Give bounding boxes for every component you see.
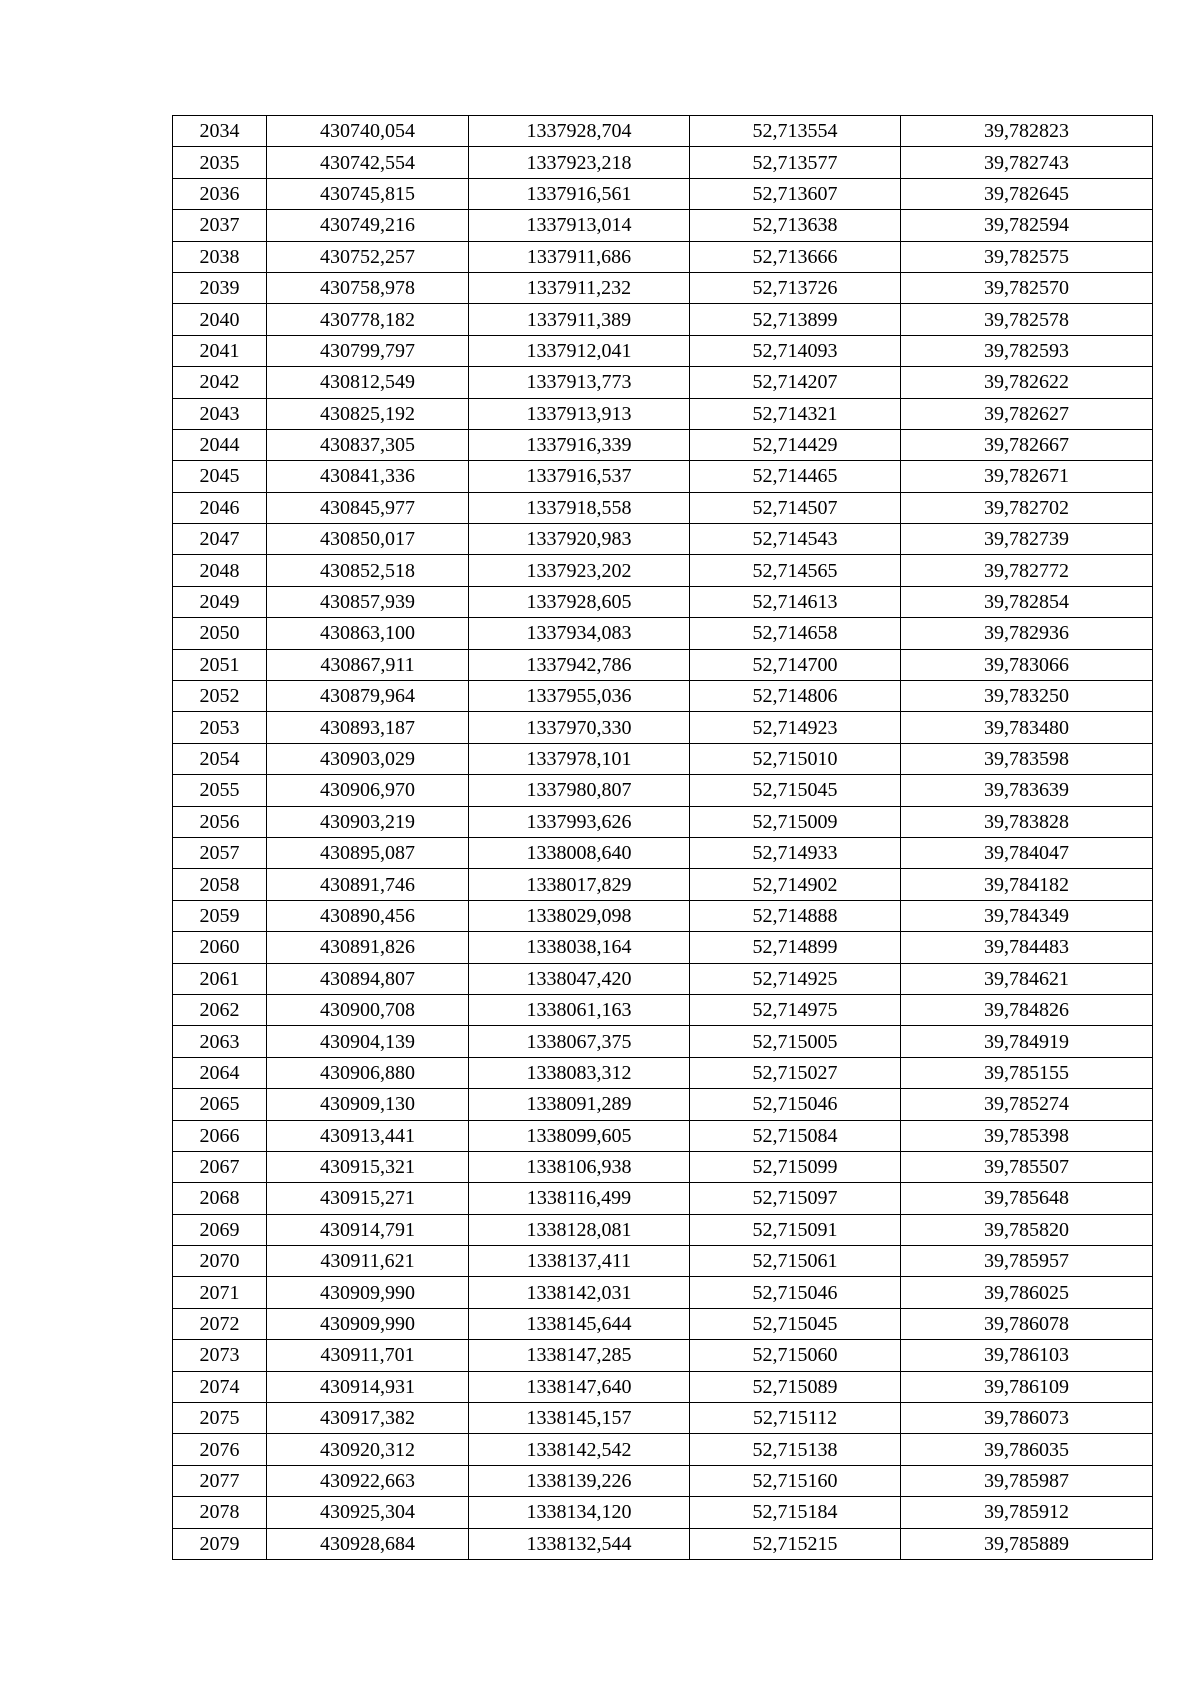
table-row bbox=[173, 994, 1153, 1025]
coord-x-cell: 430825,192 bbox=[267, 398, 469, 429]
latitude-cell: 52,715084 bbox=[690, 1120, 901, 1151]
table-row bbox=[173, 555, 1153, 586]
point-number-cell: 2067 bbox=[173, 1151, 267, 1182]
table-row bbox=[173, 1151, 1153, 1182]
point-number-cell: 2062 bbox=[173, 994, 267, 1025]
coord-y-cell: 1337980,807 bbox=[469, 775, 690, 806]
coord-x-cell: 430895,087 bbox=[267, 837, 469, 868]
point-number-cell: 2068 bbox=[173, 1183, 267, 1214]
table-row bbox=[173, 1403, 1153, 1434]
coord-y-cell: 1338038,164 bbox=[469, 932, 690, 963]
point-number-cell: 2049 bbox=[173, 586, 267, 617]
coord-y-cell: 1338099,605 bbox=[469, 1120, 690, 1151]
point-number-cell: 2055 bbox=[173, 775, 267, 806]
longitude-cell: 39,785648 bbox=[901, 1183, 1153, 1214]
latitude-cell: 52,714543 bbox=[690, 524, 901, 555]
coord-x-cell: 430799,797 bbox=[267, 335, 469, 366]
point-number-cell: 2042 bbox=[173, 367, 267, 398]
latitude-cell: 52,715046 bbox=[690, 1089, 901, 1120]
coord-x-cell: 430915,271 bbox=[267, 1183, 469, 1214]
table-row bbox=[173, 1246, 1153, 1277]
point-number-cell: 2036 bbox=[173, 178, 267, 209]
table-row bbox=[173, 806, 1153, 837]
longitude-cell: 39,783598 bbox=[901, 743, 1153, 774]
point-number-cell: 2038 bbox=[173, 241, 267, 272]
table-row bbox=[173, 1308, 1153, 1339]
coord-y-cell: 1337913,014 bbox=[469, 210, 690, 241]
coord-x-cell: 430893,187 bbox=[267, 712, 469, 743]
longitude-cell: 39,784182 bbox=[901, 869, 1153, 900]
table-row bbox=[173, 1214, 1153, 1245]
longitude-cell: 39,782743 bbox=[901, 147, 1153, 178]
latitude-cell: 52,715061 bbox=[690, 1246, 901, 1277]
latitude-cell: 52,714658 bbox=[690, 618, 901, 649]
coord-y-cell: 1338145,157 bbox=[469, 1403, 690, 1434]
latitude-cell: 52,713726 bbox=[690, 272, 901, 303]
table-row bbox=[173, 586, 1153, 617]
table-row bbox=[173, 1497, 1153, 1528]
latitude-cell: 52,714925 bbox=[690, 963, 901, 994]
point-number-cell: 2045 bbox=[173, 461, 267, 492]
table-row bbox=[173, 304, 1153, 335]
latitude-cell: 52,715099 bbox=[690, 1151, 901, 1182]
latitude-cell: 52,715046 bbox=[690, 1277, 901, 1308]
point-number-cell: 2079 bbox=[173, 1528, 267, 1559]
point-number-cell: 2076 bbox=[173, 1434, 267, 1465]
coord-y-cell: 1338017,829 bbox=[469, 869, 690, 900]
coord-x-cell: 430906,880 bbox=[267, 1057, 469, 1088]
latitude-cell: 52,713607 bbox=[690, 178, 901, 209]
latitude-cell: 52,714321 bbox=[690, 398, 901, 429]
coord-y-cell: 1338083,312 bbox=[469, 1057, 690, 1088]
coord-x-cell: 430745,815 bbox=[267, 178, 469, 209]
coord-y-cell: 1337913,773 bbox=[469, 367, 690, 398]
coord-y-cell: 1337911,686 bbox=[469, 241, 690, 272]
point-number-cell: 2043 bbox=[173, 398, 267, 429]
latitude-cell: 52,714613 bbox=[690, 586, 901, 617]
latitude-cell: 52,714093 bbox=[690, 335, 901, 366]
table-row bbox=[173, 147, 1153, 178]
point-number-cell: 2039 bbox=[173, 272, 267, 303]
point-number-cell: 2065 bbox=[173, 1089, 267, 1120]
coord-y-cell: 1338139,226 bbox=[469, 1465, 690, 1496]
latitude-cell: 52,714507 bbox=[690, 492, 901, 523]
longitude-cell: 39,782570 bbox=[901, 272, 1153, 303]
longitude-cell: 39,784919 bbox=[901, 1026, 1153, 1057]
table-row bbox=[173, 712, 1153, 743]
longitude-cell: 39,782645 bbox=[901, 178, 1153, 209]
coord-x-cell: 430909,990 bbox=[267, 1277, 469, 1308]
latitude-cell: 52,713899 bbox=[690, 304, 901, 335]
coord-x-cell: 430890,456 bbox=[267, 900, 469, 931]
table-row bbox=[173, 210, 1153, 241]
latitude-cell: 52,715097 bbox=[690, 1183, 901, 1214]
coord-x-cell: 430837,305 bbox=[267, 429, 469, 460]
coordinates-table bbox=[172, 115, 1153, 1560]
coord-x-cell: 430903,219 bbox=[267, 806, 469, 837]
table-row bbox=[173, 1434, 1153, 1465]
point-number-cell: 2075 bbox=[173, 1403, 267, 1434]
coord-x-cell: 430903,029 bbox=[267, 743, 469, 774]
coord-y-cell: 1337916,339 bbox=[469, 429, 690, 460]
longitude-cell: 39,782578 bbox=[901, 304, 1153, 335]
table-row bbox=[173, 429, 1153, 460]
point-number-cell: 2051 bbox=[173, 649, 267, 680]
longitude-cell: 39,784349 bbox=[901, 900, 1153, 931]
latitude-cell: 52,714933 bbox=[690, 837, 901, 868]
table-row bbox=[173, 681, 1153, 712]
latitude-cell: 52,715005 bbox=[690, 1026, 901, 1057]
table-row bbox=[173, 461, 1153, 492]
latitude-cell: 52,714975 bbox=[690, 994, 901, 1025]
point-number-cell: 2040 bbox=[173, 304, 267, 335]
point-number-cell: 2070 bbox=[173, 1246, 267, 1277]
latitude-cell: 52,714923 bbox=[690, 712, 901, 743]
longitude-cell: 39,786035 bbox=[901, 1434, 1153, 1465]
coord-x-cell: 430911,701 bbox=[267, 1340, 469, 1371]
longitude-cell: 39,786109 bbox=[901, 1371, 1153, 1402]
point-number-cell: 2066 bbox=[173, 1120, 267, 1151]
longitude-cell: 39,784826 bbox=[901, 994, 1153, 1025]
point-number-cell: 2060 bbox=[173, 932, 267, 963]
point-number-cell: 2044 bbox=[173, 429, 267, 460]
longitude-cell: 39,785398 bbox=[901, 1120, 1153, 1151]
point-number-cell: 2053 bbox=[173, 712, 267, 743]
coord-y-cell: 1338147,285 bbox=[469, 1340, 690, 1371]
latitude-cell: 52,715184 bbox=[690, 1497, 901, 1528]
coord-x-cell: 430909,130 bbox=[267, 1089, 469, 1120]
point-number-cell: 2037 bbox=[173, 210, 267, 241]
coord-x-cell: 430891,826 bbox=[267, 932, 469, 963]
coord-x-cell: 430928,684 bbox=[267, 1528, 469, 1559]
coord-y-cell: 1338145,644 bbox=[469, 1308, 690, 1339]
coord-x-cell: 430778,182 bbox=[267, 304, 469, 335]
latitude-cell: 52,713638 bbox=[690, 210, 901, 241]
longitude-cell: 39,784047 bbox=[901, 837, 1153, 868]
coord-y-cell: 1338008,640 bbox=[469, 837, 690, 868]
coord-x-cell: 430900,708 bbox=[267, 994, 469, 1025]
longitude-cell: 39,785889 bbox=[901, 1528, 1153, 1559]
table-row bbox=[173, 963, 1153, 994]
coord-y-cell: 1337923,202 bbox=[469, 555, 690, 586]
point-number-cell: 2063 bbox=[173, 1026, 267, 1057]
table-row bbox=[173, 1371, 1153, 1402]
coord-x-cell: 430852,518 bbox=[267, 555, 469, 586]
coord-y-cell: 1338091,289 bbox=[469, 1089, 690, 1120]
point-number-cell: 2069 bbox=[173, 1214, 267, 1245]
longitude-cell: 39,784483 bbox=[901, 932, 1153, 963]
coord-x-cell: 430845,977 bbox=[267, 492, 469, 523]
coordinates-table-body bbox=[173, 116, 1153, 1560]
coord-x-cell: 430742,554 bbox=[267, 147, 469, 178]
longitude-cell: 39,784621 bbox=[901, 963, 1153, 994]
coord-x-cell: 430867,911 bbox=[267, 649, 469, 680]
coord-x-cell: 430740,054 bbox=[267, 116, 469, 147]
longitude-cell: 39,782622 bbox=[901, 367, 1153, 398]
table-row bbox=[173, 932, 1153, 963]
latitude-cell: 52,713666 bbox=[690, 241, 901, 272]
coord-x-cell: 430758,978 bbox=[267, 272, 469, 303]
longitude-cell: 39,783480 bbox=[901, 712, 1153, 743]
coord-y-cell: 1338029,098 bbox=[469, 900, 690, 931]
coord-y-cell: 1337920,983 bbox=[469, 524, 690, 555]
longitude-cell: 39,785274 bbox=[901, 1089, 1153, 1120]
coord-y-cell: 1337918,558 bbox=[469, 492, 690, 523]
latitude-cell: 52,714902 bbox=[690, 869, 901, 900]
latitude-cell: 52,715010 bbox=[690, 743, 901, 774]
point-number-cell: 2047 bbox=[173, 524, 267, 555]
table-row bbox=[173, 743, 1153, 774]
longitude-cell: 39,782772 bbox=[901, 555, 1153, 586]
coord-x-cell: 430906,970 bbox=[267, 775, 469, 806]
coord-x-cell: 430857,939 bbox=[267, 586, 469, 617]
longitude-cell: 39,783066 bbox=[901, 649, 1153, 680]
point-number-cell: 2057 bbox=[173, 837, 267, 868]
table-row bbox=[173, 837, 1153, 868]
latitude-cell: 52,715215 bbox=[690, 1528, 901, 1559]
longitude-cell: 39,782593 bbox=[901, 335, 1153, 366]
latitude-cell: 52,713554 bbox=[690, 116, 901, 147]
table-row bbox=[173, 178, 1153, 209]
point-number-cell: 2050 bbox=[173, 618, 267, 649]
table-row bbox=[173, 1277, 1153, 1308]
point-number-cell: 2078 bbox=[173, 1497, 267, 1528]
coord-y-cell: 1337911,389 bbox=[469, 304, 690, 335]
coord-x-cell: 430891,746 bbox=[267, 869, 469, 900]
point-number-cell: 2077 bbox=[173, 1465, 267, 1496]
longitude-cell: 39,782667 bbox=[901, 429, 1153, 460]
coord-x-cell: 430920,312 bbox=[267, 1434, 469, 1465]
coord-y-cell: 1338142,031 bbox=[469, 1277, 690, 1308]
table-row bbox=[173, 1089, 1153, 1120]
coord-y-cell: 1338132,544 bbox=[469, 1528, 690, 1559]
longitude-cell: 39,785987 bbox=[901, 1465, 1153, 1496]
coord-y-cell: 1338047,420 bbox=[469, 963, 690, 994]
longitude-cell: 39,786103 bbox=[901, 1340, 1153, 1371]
table-row bbox=[173, 900, 1153, 931]
table-row bbox=[173, 272, 1153, 303]
point-number-cell: 2071 bbox=[173, 1277, 267, 1308]
coord-x-cell: 430904,139 bbox=[267, 1026, 469, 1057]
latitude-cell: 52,715009 bbox=[690, 806, 901, 837]
longitude-cell: 39,786078 bbox=[901, 1308, 1153, 1339]
longitude-cell: 39,785957 bbox=[901, 1246, 1153, 1277]
longitude-cell: 39,782575 bbox=[901, 241, 1153, 272]
latitude-cell: 52,715027 bbox=[690, 1057, 901, 1088]
coord-x-cell: 430841,336 bbox=[267, 461, 469, 492]
table-row bbox=[173, 1057, 1153, 1088]
table-row bbox=[173, 524, 1153, 555]
latitude-cell: 52,713577 bbox=[690, 147, 901, 178]
latitude-cell: 52,715060 bbox=[690, 1340, 901, 1371]
latitude-cell: 52,714465 bbox=[690, 461, 901, 492]
coord-x-cell: 430914,931 bbox=[267, 1371, 469, 1402]
point-number-cell: 2041 bbox=[173, 335, 267, 366]
coord-y-cell: 1337916,537 bbox=[469, 461, 690, 492]
coord-y-cell: 1337934,083 bbox=[469, 618, 690, 649]
coord-y-cell: 1338134,120 bbox=[469, 1497, 690, 1528]
latitude-cell: 52,715091 bbox=[690, 1214, 901, 1245]
coord-x-cell: 430914,791 bbox=[267, 1214, 469, 1245]
longitude-cell: 39,783828 bbox=[901, 806, 1153, 837]
longitude-cell: 39,782671 bbox=[901, 461, 1153, 492]
latitude-cell: 52,714899 bbox=[690, 932, 901, 963]
coord-y-cell: 1338067,375 bbox=[469, 1026, 690, 1057]
longitude-cell: 39,782702 bbox=[901, 492, 1153, 523]
longitude-cell: 39,782739 bbox=[901, 524, 1153, 555]
table-row bbox=[173, 398, 1153, 429]
latitude-cell: 52,715045 bbox=[690, 775, 901, 806]
coord-x-cell: 430749,216 bbox=[267, 210, 469, 241]
table-row bbox=[173, 869, 1153, 900]
point-number-cell: 2064 bbox=[173, 1057, 267, 1088]
coord-x-cell: 430913,441 bbox=[267, 1120, 469, 1151]
coord-x-cell: 430894,807 bbox=[267, 963, 469, 994]
coord-x-cell: 430922,663 bbox=[267, 1465, 469, 1496]
coord-y-cell: 1337913,913 bbox=[469, 398, 690, 429]
table-row bbox=[173, 775, 1153, 806]
latitude-cell: 52,715045 bbox=[690, 1308, 901, 1339]
latitude-cell: 52,715160 bbox=[690, 1465, 901, 1496]
table-row bbox=[173, 492, 1153, 523]
coord-y-cell: 1337912,041 bbox=[469, 335, 690, 366]
point-number-cell: 2061 bbox=[173, 963, 267, 994]
table-row bbox=[173, 1026, 1153, 1057]
latitude-cell: 52,715112 bbox=[690, 1403, 901, 1434]
coord-x-cell: 430850,017 bbox=[267, 524, 469, 555]
point-number-cell: 2074 bbox=[173, 1371, 267, 1402]
longitude-cell: 39,785155 bbox=[901, 1057, 1153, 1088]
coord-x-cell: 430915,321 bbox=[267, 1151, 469, 1182]
coord-y-cell: 1338128,081 bbox=[469, 1214, 690, 1245]
coord-y-cell: 1338147,640 bbox=[469, 1371, 690, 1402]
table-row bbox=[173, 1183, 1153, 1214]
point-number-cell: 2056 bbox=[173, 806, 267, 837]
coord-y-cell: 1338106,938 bbox=[469, 1151, 690, 1182]
point-number-cell: 2058 bbox=[173, 869, 267, 900]
longitude-cell: 39,782854 bbox=[901, 586, 1153, 617]
coord-x-cell: 430752,257 bbox=[267, 241, 469, 272]
latitude-cell: 52,714700 bbox=[690, 649, 901, 680]
table-row bbox=[173, 649, 1153, 680]
latitude-cell: 52,714565 bbox=[690, 555, 901, 586]
latitude-cell: 52,714429 bbox=[690, 429, 901, 460]
coord-y-cell: 1337955,036 bbox=[469, 681, 690, 712]
coord-y-cell: 1337928,704 bbox=[469, 116, 690, 147]
longitude-cell: 39,786025 bbox=[901, 1277, 1153, 1308]
point-number-cell: 2054 bbox=[173, 743, 267, 774]
longitude-cell: 39,782627 bbox=[901, 398, 1153, 429]
point-number-cell: 2072 bbox=[173, 1308, 267, 1339]
coord-y-cell: 1337993,626 bbox=[469, 806, 690, 837]
point-number-cell: 2046 bbox=[173, 492, 267, 523]
coord-y-cell: 1337928,605 bbox=[469, 586, 690, 617]
table-row bbox=[173, 241, 1153, 272]
longitude-cell: 39,782823 bbox=[901, 116, 1153, 147]
coord-y-cell: 1337911,232 bbox=[469, 272, 690, 303]
table-row bbox=[173, 1120, 1153, 1151]
latitude-cell: 52,715138 bbox=[690, 1434, 901, 1465]
longitude-cell: 39,783639 bbox=[901, 775, 1153, 806]
longitude-cell: 39,783250 bbox=[901, 681, 1153, 712]
coord-x-cell: 430863,100 bbox=[267, 618, 469, 649]
latitude-cell: 52,714806 bbox=[690, 681, 901, 712]
coord-x-cell: 430909,990 bbox=[267, 1308, 469, 1339]
longitude-cell: 39,785507 bbox=[901, 1151, 1153, 1182]
coord-y-cell: 1337978,101 bbox=[469, 743, 690, 774]
coord-y-cell: 1337916,561 bbox=[469, 178, 690, 209]
coord-y-cell: 1338116,499 bbox=[469, 1183, 690, 1214]
longitude-cell: 39,782594 bbox=[901, 210, 1153, 241]
coord-x-cell: 430917,382 bbox=[267, 1403, 469, 1434]
latitude-cell: 52,714207 bbox=[690, 367, 901, 398]
table-row bbox=[173, 335, 1153, 366]
point-number-cell: 2034 bbox=[173, 116, 267, 147]
coord-x-cell: 430812,549 bbox=[267, 367, 469, 398]
table-row bbox=[173, 367, 1153, 398]
point-number-cell: 2073 bbox=[173, 1340, 267, 1371]
latitude-cell: 52,714888 bbox=[690, 900, 901, 931]
point-number-cell: 2048 bbox=[173, 555, 267, 586]
coord-x-cell: 430911,621 bbox=[267, 1246, 469, 1277]
table-row bbox=[173, 618, 1153, 649]
coord-y-cell: 1337970,330 bbox=[469, 712, 690, 743]
latitude-cell: 52,715089 bbox=[690, 1371, 901, 1402]
coord-y-cell: 1338137,411 bbox=[469, 1246, 690, 1277]
table-row bbox=[173, 1528, 1153, 1559]
table-row bbox=[173, 1465, 1153, 1496]
point-number-cell: 2035 bbox=[173, 147, 267, 178]
point-number-cell: 2059 bbox=[173, 900, 267, 931]
longitude-cell: 39,785912 bbox=[901, 1497, 1153, 1528]
longitude-cell: 39,782936 bbox=[901, 618, 1153, 649]
coord-y-cell: 1338142,542 bbox=[469, 1434, 690, 1465]
longitude-cell: 39,785820 bbox=[901, 1214, 1153, 1245]
coord-x-cell: 430879,964 bbox=[267, 681, 469, 712]
coord-y-cell: 1337942,786 bbox=[469, 649, 690, 680]
coord-x-cell: 430925,304 bbox=[267, 1497, 469, 1528]
point-number-cell: 2052 bbox=[173, 681, 267, 712]
table-row bbox=[173, 1340, 1153, 1371]
longitude-cell: 39,786073 bbox=[901, 1403, 1153, 1434]
coord-y-cell: 1338061,163 bbox=[469, 994, 690, 1025]
table-row bbox=[173, 116, 1153, 147]
coord-y-cell: 1337923,218 bbox=[469, 147, 690, 178]
